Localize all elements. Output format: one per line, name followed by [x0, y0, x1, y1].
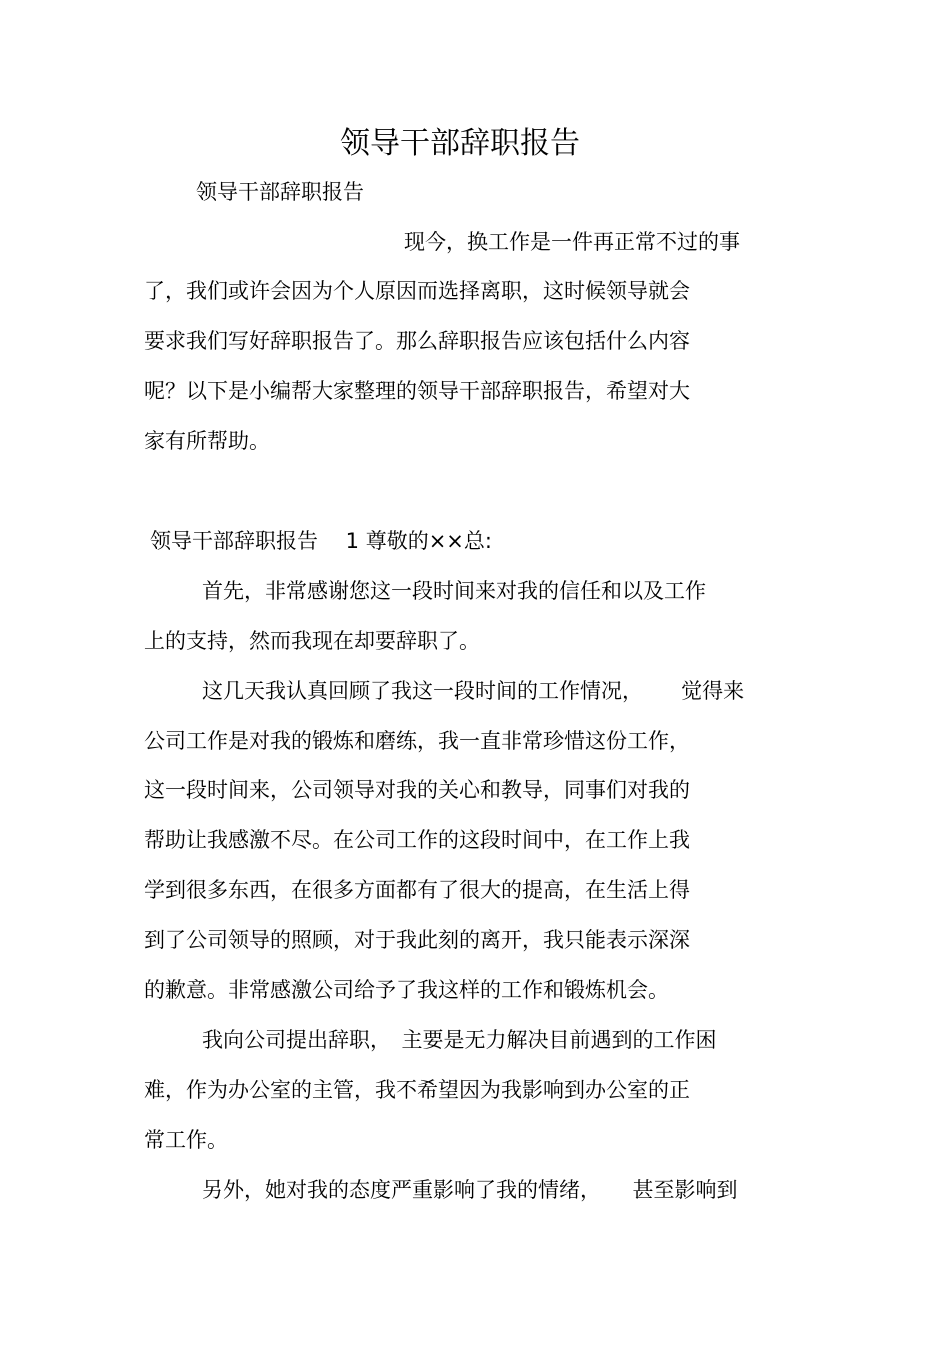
intro-line: 要求我们写好辞职报告了。那么辞职报告应该包括什么内容: [144, 329, 690, 353]
body-line: 上的支持，然而我现在却要辞职了。: [144, 629, 480, 653]
body-line: 这一段时间来，公司领导对我的关心和教导，同事们对我的: [144, 778, 690, 802]
body-line: 公司工作是对我的锻炼和磨练，我一直非常珍惜这份工作，: [144, 729, 690, 753]
body-line: 我向公司提出辞职， 主要是无力解决目前遇到的工作困: [202, 1028, 717, 1052]
body-line: 首先，非常感谢您这一段时间来对我的信任和以及工作: [202, 579, 706, 603]
intro-line: 现今，换工作是一件再正常不过的事: [404, 230, 740, 254]
body-line: 到了公司领导的照顾，对于我此刻的离开，我只能表示深深: [144, 928, 690, 952]
body-line: 常工作。: [144, 1128, 228, 1152]
body-line: 难，作为办公室的主管，我不希望因为我影响到办公室的正: [144, 1078, 690, 1102]
body-line: 帮助让我感激不尽。在公司工作的这段时间中，在工作上我: [144, 828, 690, 852]
document-subtitle: 领导干部辞职报告: [196, 180, 364, 204]
document-title: 领导干部辞职报告: [340, 126, 580, 161]
intro-line: 呢？以下是小编帮大家整理的领导干部辞职报告，希望对大: [144, 379, 690, 403]
letter-heading: 领导干部辞职报告 1 尊敬的××总:: [150, 529, 492, 553]
intro-line: 了，我们或许会因为个人原因而选择离职，这时候领导就会: [144, 279, 690, 303]
body-line: 学到很多东西，在很多方面都有了很大的提高，在生活上得: [144, 878, 690, 902]
intro-line: 家有所帮助。: [144, 429, 270, 453]
body-line: 的歉意。非常感激公司给予了我这样的工作和锻炼机会。: [144, 978, 669, 1002]
body-line: 这几天我认真回顾了我这一段时间的工作情况， 觉得来: [202, 679, 745, 703]
body-line: 另外，她对我的态度严重影响了我的情绪， 甚至影响到: [202, 1178, 738, 1202]
